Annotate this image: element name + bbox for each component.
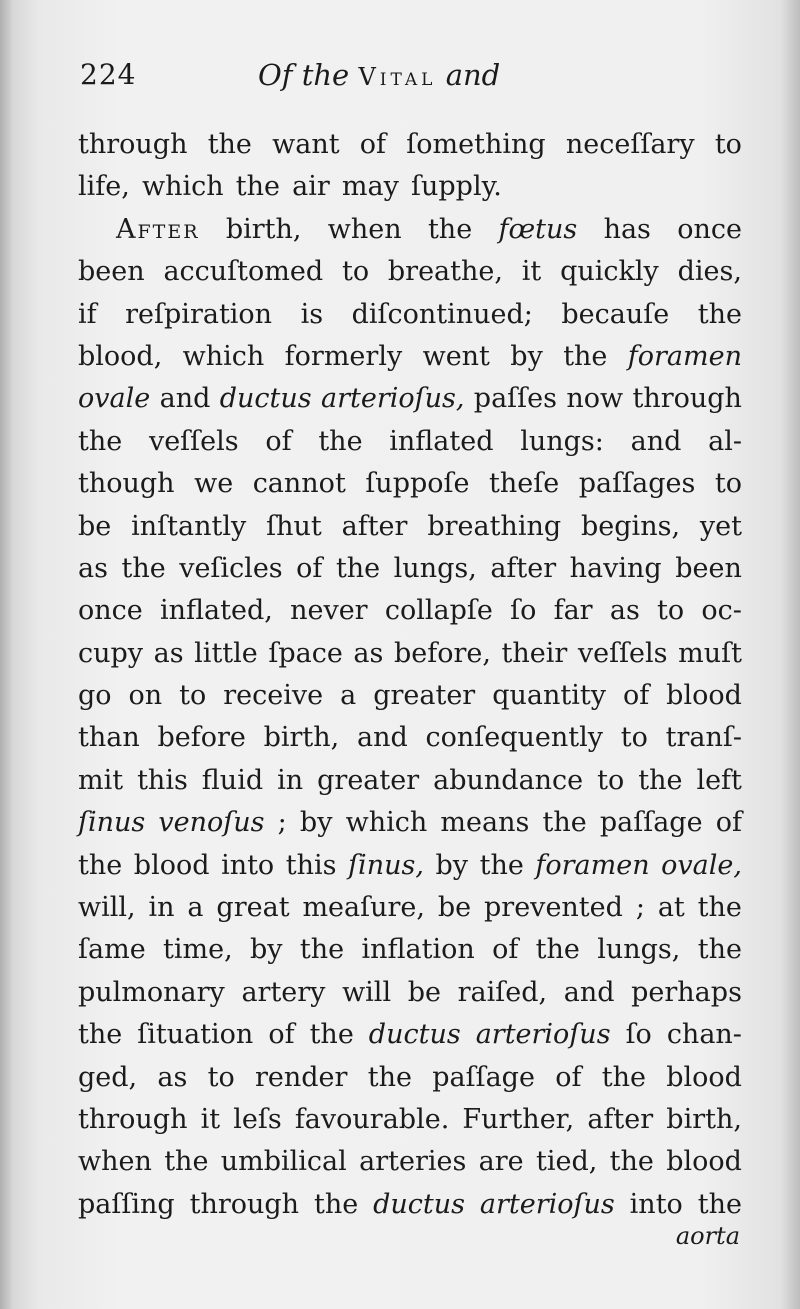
word: this (137, 764, 188, 796)
word: cannot (252, 468, 346, 500)
word: the (164, 1146, 209, 1178)
word: through (78, 129, 188, 160)
word: which (182, 340, 265, 372)
word: the (697, 892, 742, 924)
word: is (300, 298, 324, 330)
text-line (78, 845, 742, 887)
word: the (638, 764, 683, 796)
word: in (148, 892, 175, 924)
word: ſo (625, 1019, 652, 1051)
text-line (78, 209, 742, 251)
word: by (435, 849, 469, 881)
word: the (563, 340, 608, 372)
word: the (121, 552, 166, 584)
word: will, (78, 892, 136, 924)
word: of (622, 680, 650, 712)
text-line (78, 463, 742, 505)
text-line (78, 166, 742, 208)
word: are (478, 1146, 524, 1178)
word: paſſage (599, 807, 703, 839)
word: be (437, 892, 472, 924)
word: it (200, 1103, 221, 1135)
word: as (353, 637, 384, 669)
word: go (78, 680, 112, 712)
word: to (207, 1061, 235, 1093)
word: veſſels (148, 425, 239, 457)
word: ovale (78, 383, 151, 415)
word: birth, (225, 213, 302, 245)
word: perhaps (631, 976, 742, 1008)
word: to (620, 722, 648, 754)
word: after (490, 552, 557, 584)
word: the (299, 934, 345, 966)
word: ; (277, 807, 287, 839)
word: may (341, 171, 399, 203)
word: blood (666, 680, 742, 712)
word: though (78, 468, 175, 500)
text-line (78, 1141, 742, 1183)
text-line (78, 675, 742, 717)
word: After (116, 213, 200, 245)
word: inflation (361, 934, 475, 966)
word: a (340, 680, 357, 712)
text-line (78, 802, 742, 844)
word: paſſing (78, 1188, 175, 1220)
text-line (78, 887, 742, 929)
word: tranſ- (665, 722, 742, 754)
word: lungs, (597, 934, 681, 966)
word: by (250, 934, 283, 966)
word: the (542, 807, 587, 839)
word: chan- (666, 1019, 742, 1051)
text-line (78, 1184, 742, 1226)
word: than (78, 722, 140, 754)
word: favourable. (294, 1103, 450, 1135)
word: in (277, 764, 304, 796)
word: ſo (510, 595, 537, 627)
word: inflated, (160, 595, 273, 627)
running-head-part-1: Of the (258, 58, 350, 92)
text-line (78, 590, 742, 632)
text-line (78, 717, 742, 759)
word: air (292, 171, 330, 203)
word: ſituation (137, 1019, 254, 1051)
word: the (479, 849, 524, 881)
text-line (78, 421, 742, 463)
word: of (555, 1061, 582, 1093)
word: fluid (201, 764, 264, 796)
word: greater (373, 680, 476, 712)
word: far (553, 595, 593, 627)
word: reſpiration (125, 298, 273, 330)
word: the (207, 129, 252, 160)
text-line (78, 336, 742, 378)
word: and (563, 976, 615, 1008)
word: ſomething (406, 129, 546, 160)
word: and (630, 425, 682, 457)
word: blood (666, 1146, 742, 1178)
word: quickly (560, 256, 659, 288)
word: after (587, 1103, 654, 1135)
word: on (128, 680, 163, 712)
word: and (159, 383, 211, 415)
text-line (78, 294, 742, 336)
text-line (78, 251, 742, 293)
word: has (603, 213, 651, 245)
word: veſicles (179, 552, 283, 584)
word: went (422, 340, 490, 372)
word: when (327, 213, 402, 245)
word: arteries (359, 1146, 467, 1178)
word: means (440, 807, 530, 839)
word: ſuppoſe (365, 468, 470, 500)
word: lungs: (520, 425, 604, 457)
word: fœtus (498, 213, 578, 245)
word: of (715, 807, 742, 839)
word: been (675, 552, 742, 584)
word: accuſtomed (163, 256, 324, 288)
word: the (697, 1188, 742, 1220)
word: the (78, 849, 123, 881)
word: collapſe (384, 595, 493, 627)
word: to (341, 256, 370, 288)
word: umbilical (220, 1146, 347, 1178)
word: to (714, 468, 742, 500)
word: as (153, 637, 184, 669)
word: yet (699, 510, 742, 542)
word: once (78, 595, 143, 627)
word: never (290, 595, 368, 627)
word: the (318, 425, 363, 457)
word: of (265, 425, 292, 457)
word: through (189, 1188, 300, 1220)
word: this (285, 849, 337, 881)
text-line (78, 972, 742, 1014)
word: before, (393, 637, 491, 669)
text-line (78, 1057, 742, 1099)
word: leſs (233, 1103, 282, 1135)
word: after (341, 510, 408, 542)
word: ; (635, 892, 645, 924)
text-line (78, 1014, 742, 1056)
word: life, (78, 171, 130, 203)
word: the (309, 1019, 354, 1051)
word: having (569, 552, 662, 584)
word: the (427, 213, 473, 245)
word: will (342, 976, 392, 1008)
word: by (510, 340, 543, 372)
word: it (521, 256, 542, 288)
word: becauſe (561, 298, 670, 330)
word: foramen (535, 849, 650, 881)
word: ſame (78, 934, 146, 966)
word: ductus (219, 383, 312, 415)
word: ſinus (78, 807, 146, 839)
word: pulmonary (78, 976, 225, 1008)
word: ovale, (661, 849, 742, 881)
word: arterioſus, (320, 383, 465, 415)
word: be (78, 510, 112, 542)
word: the (313, 1188, 359, 1220)
word: ſupply. (411, 171, 502, 203)
word: into (221, 849, 275, 881)
word: greater (317, 764, 420, 796)
word: paſſage (432, 1061, 535, 1093)
word: the (78, 425, 123, 457)
word: abundance (433, 764, 584, 796)
word: al- (708, 425, 742, 457)
word: want (272, 129, 340, 160)
word: the (367, 1061, 412, 1093)
word: and (357, 722, 408, 754)
word: the (78, 1019, 123, 1051)
word: ductus (368, 1019, 461, 1051)
word: meaſure, (302, 892, 425, 924)
word: inflated (389, 425, 494, 457)
word: if (78, 298, 97, 330)
word: paſſages (578, 468, 696, 500)
word: be (407, 976, 441, 1008)
word: inſtantly (131, 510, 247, 542)
running-head (80, 58, 740, 102)
word: which (141, 171, 224, 203)
word: mit (78, 764, 124, 796)
running-head-title (258, 58, 500, 92)
word: neceſſary (565, 129, 695, 160)
catchword: aorta (675, 1222, 740, 1250)
word: great (216, 892, 290, 924)
word: ged, (78, 1061, 138, 1093)
word: the (601, 1061, 646, 1093)
word: the (609, 1146, 654, 1178)
word: tied, (535, 1146, 598, 1178)
word: blood (133, 849, 210, 881)
word: of (268, 1019, 295, 1051)
word: left (696, 764, 742, 796)
word: the (235, 171, 280, 203)
running-head-part-3: and (445, 58, 501, 92)
word: conſequently (425, 722, 604, 754)
word: the (697, 934, 742, 966)
word: lungs, (393, 552, 477, 584)
word: dies, (677, 256, 742, 288)
word: we (194, 468, 234, 500)
word: render (255, 1061, 348, 1093)
word: to (179, 680, 207, 712)
word: theſe (489, 468, 560, 500)
word: little (194, 637, 258, 669)
word: breathe, (387, 256, 503, 288)
word: their (501, 637, 568, 669)
text-line (78, 378, 742, 420)
word: as (609, 595, 640, 627)
word: the (535, 934, 580, 966)
word: before (157, 722, 246, 754)
word: cupy (78, 637, 144, 669)
word: into (629, 1188, 683, 1220)
text-line (78, 760, 742, 802)
word: the (335, 552, 381, 584)
word: foramen (627, 340, 742, 372)
word: venoſus (158, 807, 265, 839)
word: through (78, 1103, 188, 1135)
text-line (78, 506, 742, 548)
word: formerly (284, 340, 403, 372)
word: been (78, 256, 145, 288)
word: a (187, 892, 204, 924)
word: of (359, 129, 387, 160)
word: birth, (263, 722, 340, 754)
word: ſinus, (348, 849, 424, 881)
text-line (78, 633, 742, 675)
running-head-part-2: Vital (358, 63, 437, 91)
word: veſſels (577, 637, 668, 669)
word: of (492, 934, 519, 966)
text-line (78, 548, 742, 590)
body-text (78, 124, 742, 1226)
word: time, (163, 934, 233, 966)
word: arterioſus (475, 1019, 611, 1051)
word: arterioſus (479, 1188, 615, 1220)
word: of (296, 552, 323, 584)
word: muſt (678, 637, 742, 669)
word: begins, (581, 510, 681, 542)
word: blood, (78, 340, 163, 372)
word: birth, (666, 1103, 742, 1135)
word: diſcontinued; (351, 298, 533, 330)
word: paſſes (473, 383, 557, 415)
word: receive (223, 680, 324, 712)
word: as (78, 552, 108, 584)
word: to (657, 595, 685, 627)
word: now (566, 383, 624, 415)
word: ſhut (266, 510, 322, 542)
word: at (657, 892, 685, 924)
word: Further, (462, 1103, 575, 1135)
word: which (345, 807, 428, 839)
word: prevented (484, 892, 623, 924)
word: artery (241, 976, 326, 1008)
word: ductus (373, 1188, 465, 1220)
word: oc- (701, 595, 742, 627)
text-line (78, 1099, 742, 1141)
word: once (677, 213, 742, 245)
word: as (157, 1061, 188, 1093)
word: by (299, 807, 333, 839)
word: ſpace (268, 637, 343, 669)
word: breathing (427, 510, 562, 542)
word: to (597, 764, 625, 796)
word: when (78, 1146, 152, 1178)
word: the (697, 298, 742, 330)
word: blood (666, 1061, 742, 1093)
page-number: 224 (80, 58, 137, 91)
word: quantity (492, 680, 606, 712)
text-line (78, 124, 742, 166)
word: through (632, 383, 742, 415)
word: raiſed, (457, 976, 548, 1008)
text-line (78, 929, 742, 971)
word: to (714, 129, 742, 160)
